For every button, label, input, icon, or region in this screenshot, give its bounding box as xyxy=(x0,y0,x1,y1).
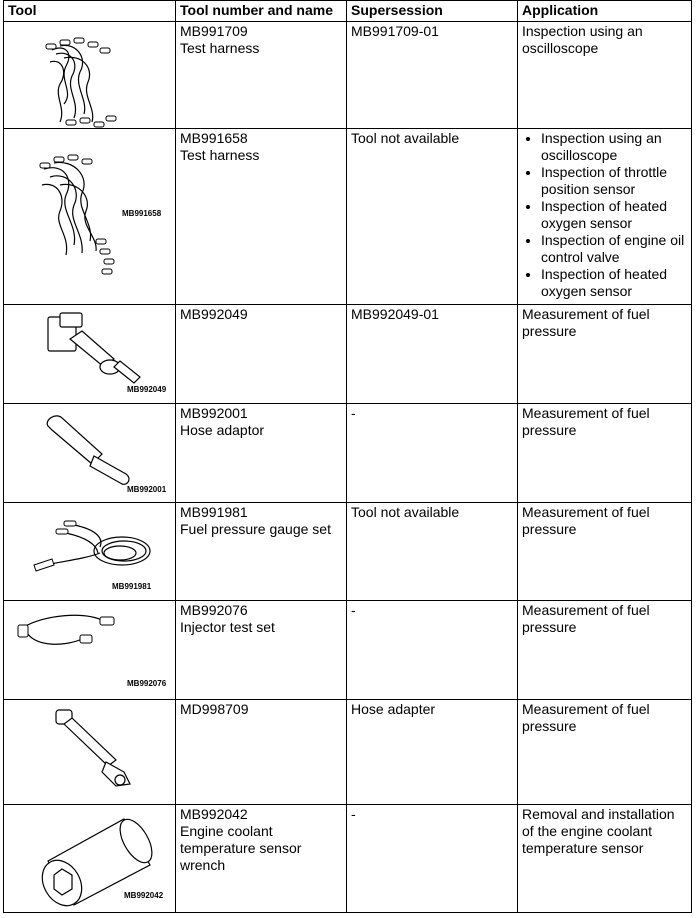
list-item: • Inspection of heated oxygen sensor xyxy=(541,266,687,300)
tool-image-cell xyxy=(4,805,176,913)
list-item: • Inspection of throttle position sensor xyxy=(541,164,687,198)
table-row xyxy=(4,700,692,805)
table-row xyxy=(4,305,692,404)
supersession-cell: - xyxy=(347,404,518,503)
tool-number-name-cell xyxy=(176,22,347,129)
test-harness-illustration xyxy=(4,22,176,129)
tool-number: MD998709 xyxy=(180,701,249,717)
application-cell: Measurement of fuel pressure xyxy=(518,700,692,805)
supersession-cell: - xyxy=(347,601,518,700)
tool-image-cell xyxy=(4,22,176,129)
tool-image-cell xyxy=(4,700,176,805)
tool-name: Hose adaptor xyxy=(180,422,265,438)
tool-number-name-cell xyxy=(176,129,347,305)
supersession-cell: Tool not available xyxy=(347,129,518,305)
table-row xyxy=(4,601,692,700)
table-row xyxy=(4,503,692,601)
part-number-label: MB991658 xyxy=(122,209,162,218)
tool-name: Test harness xyxy=(180,147,260,163)
part-number-label: MB991981 xyxy=(112,582,152,591)
supersession-cell: MB991709-01 xyxy=(347,22,518,129)
part-number-label: MB992076 xyxy=(127,679,167,688)
application-cell: Measurement of fuel pressure xyxy=(518,601,692,700)
list-item: • Inspection using an oscilloscope xyxy=(541,130,687,164)
tool-image-cell xyxy=(4,503,176,601)
tool-number: MB991658 xyxy=(180,130,248,146)
table-row xyxy=(4,22,692,129)
application-list xyxy=(522,130,687,300)
tool-number: MB992001 xyxy=(180,405,248,421)
tool-number-name-cell xyxy=(176,503,347,601)
list-item: • Inspection of heated oxygen sensor xyxy=(541,198,687,232)
list-item: • Inspection of engine oil control valve xyxy=(541,232,687,266)
header-tool: Tool xyxy=(4,1,176,22)
tool-number: MB991709 xyxy=(180,23,248,39)
header-supersession: Supersession xyxy=(347,1,518,22)
tool-name: Fuel pressure gauge set xyxy=(180,521,331,537)
tool-number-name-cell xyxy=(176,601,347,700)
header-row xyxy=(4,1,692,22)
application-cell: Removal and installation of the engine coolant temperature sensor xyxy=(518,805,692,913)
tool-image-cell xyxy=(4,404,176,503)
tool-image-cell xyxy=(4,601,176,700)
application-cell: Measurement of fuel pressure xyxy=(518,404,692,503)
tool-number: MB992049 xyxy=(180,306,248,322)
table-row xyxy=(4,805,692,913)
tool-number: MB992076 xyxy=(180,602,248,618)
tool-image-cell xyxy=(4,129,176,305)
supersession-cell: Tool not available xyxy=(347,503,518,601)
tool-number-name-cell xyxy=(176,404,347,503)
hose-adapter-illustration xyxy=(4,700,176,805)
supersession-cell: Hose adapter xyxy=(347,700,518,805)
application-cell: Measurement of fuel pressure xyxy=(518,305,692,404)
application-cell xyxy=(518,129,692,305)
application-cell: Inspection using an oscilloscope xyxy=(518,22,692,129)
part-number-label: MB992049 xyxy=(127,385,167,394)
tool-number-name-cell xyxy=(176,805,347,913)
tool-number-name-cell xyxy=(176,305,347,404)
header-number-name: Tool number and name xyxy=(176,1,347,22)
tool-number: MB992042 xyxy=(180,806,248,822)
tool-image-cell xyxy=(4,305,176,404)
tool-name: Engine coolant temperature sensor wrench xyxy=(180,823,302,873)
tool-name: Test harness xyxy=(180,40,260,56)
supersession-cell: - xyxy=(347,805,518,913)
header-application: Application xyxy=(518,1,692,22)
table-row xyxy=(4,129,692,305)
tool-number-name-cell xyxy=(176,700,347,805)
supersession-cell: MB992049-01 xyxy=(347,305,518,404)
application-cell: Measurement of fuel pressure xyxy=(518,503,692,601)
table-row xyxy=(4,404,692,503)
tool-number: MB991981 xyxy=(180,504,248,520)
special-tools-table xyxy=(3,0,692,913)
tool-name: Injector test set xyxy=(180,619,275,635)
part-number-label: MB992001 xyxy=(127,485,167,494)
part-number-label: MB992042 xyxy=(124,891,164,900)
